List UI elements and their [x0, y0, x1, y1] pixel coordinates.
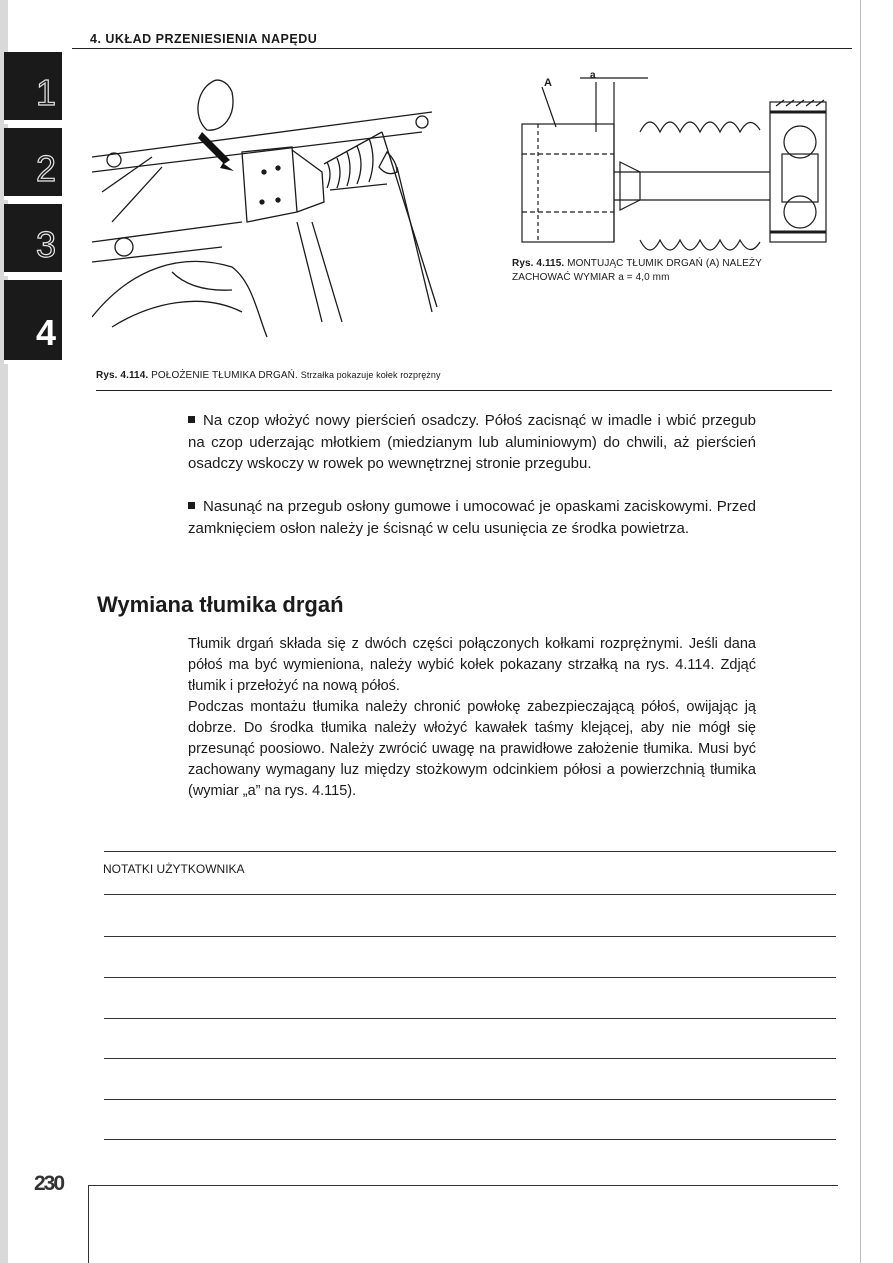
- note-line[interactable]: [104, 1058, 836, 1059]
- instruction-text: Nasunąć na przegub osłony gumowe i umocować je opaskami zaciskowymi. Przed zamknięciem osłon należy je ścisnąć w celu usunięcia ze środka powietrza.: [188, 498, 756, 537]
- note-line[interactable]: [104, 1099, 836, 1100]
- section-body-text: Tłumik drgań składa się z dwóch części połączonych kołkami rozprężnymi. Jeśli dana półoś ma być wymieniona, należy wybić kołek pokazany strzałką na rys. 4.114. Zdjąć tłumik i przełożyć na nową półoś.: [188, 636, 756, 694]
- chapter-tab-label: 3: [35, 224, 56, 265]
- section-rule: [96, 390, 832, 391]
- section-body: [188, 634, 756, 802]
- bottom-rule: [88, 1185, 838, 1186]
- chapter-tab-label: 2: [35, 148, 56, 189]
- figure-caption-4114: [96, 370, 441, 381]
- binding-line: [88, 1185, 89, 1263]
- figure-label-a: A: [544, 77, 552, 89]
- note-line[interactable]: [104, 894, 836, 895]
- figure-caption-note: Strzałka pokazuje kołek rozprężny: [300, 370, 441, 380]
- chapter-tab-2[interactable]: [4, 128, 62, 200]
- chapter-tab-4[interactable]: [4, 280, 62, 364]
- bullet-icon: [188, 502, 195, 509]
- chapter-tab-label: 4: [35, 312, 56, 353]
- note-line[interactable]: [104, 977, 836, 978]
- figure-caption-4115: [512, 257, 812, 285]
- instruction-paragraph: [188, 496, 756, 539]
- figure-damper-position: [92, 72, 448, 344]
- figure-label-dimension: a: [590, 72, 596, 81]
- figure-number: Rys. 4.114.: [96, 370, 149, 381]
- figure-caption-text: POŁOŻENIE TŁUMIKA DRGAŃ.: [151, 370, 298, 381]
- header-rule: [72, 48, 852, 49]
- note-line[interactable]: [104, 936, 836, 937]
- bullet-icon: [188, 416, 195, 423]
- chapter-header: 4. UKŁAD PRZENIESIENIA NAPĘDU: [90, 32, 318, 46]
- notes-label: NOTATKI UŻYTKOWNIKA: [103, 862, 245, 876]
- section-title: Wymiana tłumika drgań: [97, 592, 344, 617]
- figure-damper-mounting: [520, 72, 840, 252]
- note-line[interactable]: [104, 1139, 836, 1140]
- page-edge-right: [860, 0, 893, 1263]
- page-number: 230: [34, 1172, 64, 1195]
- figure-caption-text: MONTUJĄC TŁUMIK DRGAŃ (A) NALEŻY ZACHOWAĆ WYMIAR a = 4,0 mm: [512, 258, 762, 283]
- instruction-paragraph: [188, 410, 756, 475]
- chapter-tab-3[interactable]: [4, 204, 62, 276]
- figure-number: Rys. 4.115.: [512, 258, 565, 269]
- chapter-tab-1[interactable]: [4, 52, 62, 124]
- section-body-text: Podczas montażu tłumika należy chronić powłokę zabezpieczającą półoś, owijając ją dobrze. Do środka tłumika należy włożyć kawałek taśmy klejącej, aby nie mógł się przesunąć poosiowo. Należy zwrócić uwagę na prawidłowe założenie tłumika. Musi być zachowany wymagany luz między stożkowym odcinkiem półosi a powierzchnią tłumika (wymiar „a” na rys. 4.115).: [188, 699, 756, 799]
- notes-top-rule: [104, 851, 836, 852]
- chapter-tab-label: 1: [35, 72, 56, 113]
- note-line[interactable]: [104, 1018, 836, 1019]
- instruction-text: Na czop włożyć nowy pierścień osadczy. Półoś zacisnąć w imadle i wbić przegub na czop uderzając młotkiem (miedzianym lub aluminiowym) do chwili, aż pierścień osadczy wskoczy w rowek po wewnętrznej stronie przegubu.: [188, 412, 756, 472]
